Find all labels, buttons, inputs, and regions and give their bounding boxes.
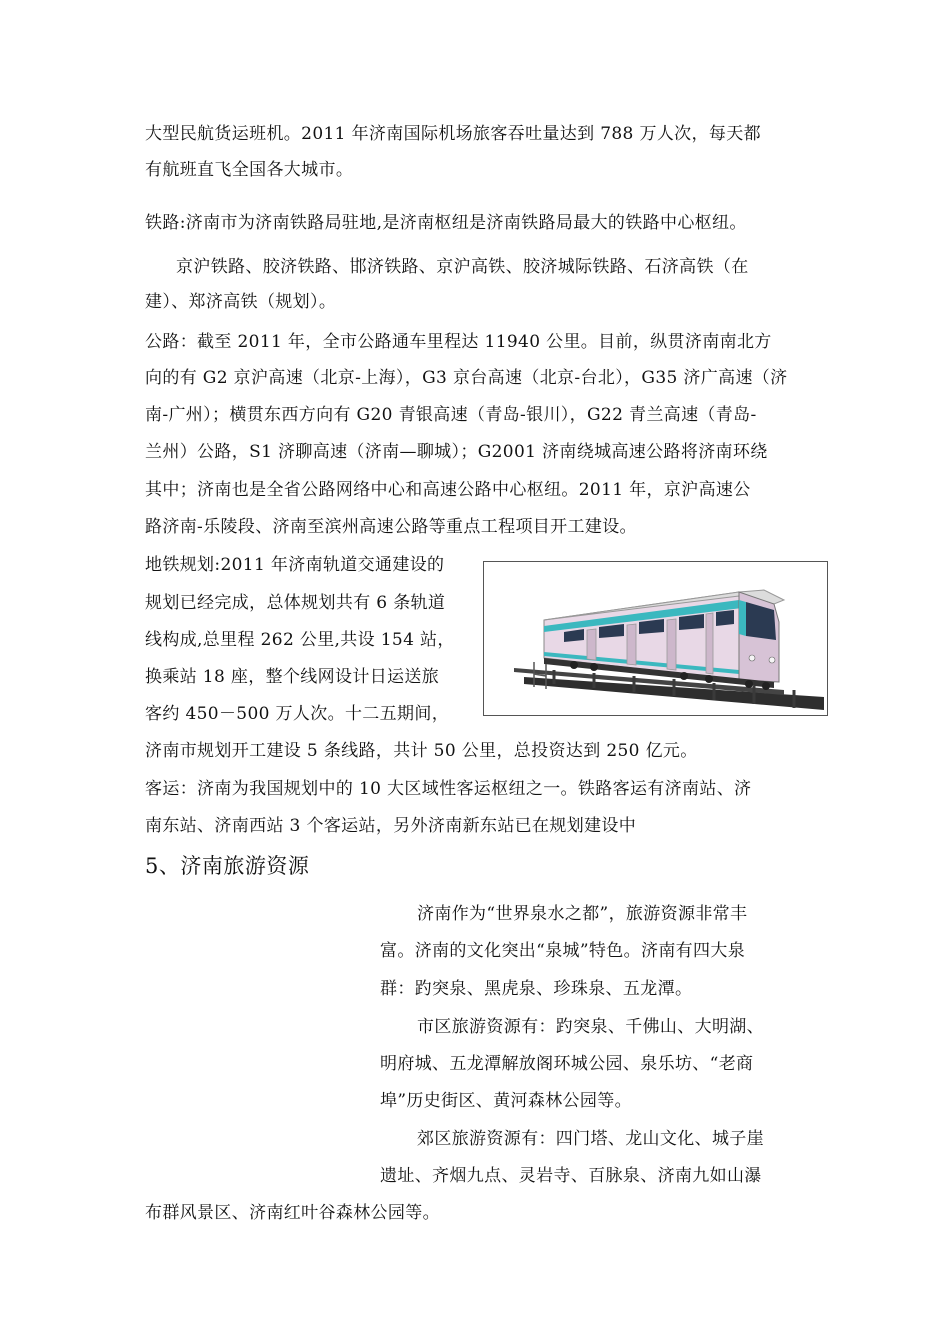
tourism-line-3: 群：趵突泉、黑虎泉、珍珠泉、五龙潭。 (380, 979, 693, 999)
railway-line-2: 建）、郑济高铁（规划）。 (145, 292, 337, 312)
tourism-line-7: 郊区旅游资源有：四门塔、龙山文化、城子崖 (417, 1129, 764, 1149)
metro-line-5: 客约 450－500 万人次。十二五期间， (145, 704, 450, 724)
highway-line-6: 路济南-乐陵段、济南至滨州高速公路等重点工程项目开工建设。 (145, 517, 637, 537)
section-heading: 5、济南旅游资源 (145, 854, 310, 878)
passenger-line-2: 南东站、济南西站 3 个客运站，另外济南新东站已在规划建设中 (145, 816, 637, 836)
metro-line-4: 换乘站 18 座，整个线网设计日运送旅 (145, 667, 440, 687)
metro-line-1: 地铁规划:2011 年济南轨道交通建设的 (145, 555, 445, 575)
metro-line-6: 济南市规划开工建设 5 条线路，共计 50 公里，总投资达到 250 亿元。 (145, 741, 698, 761)
tourism-line-8: 遗址、齐烟九点、灵岩寺、百脉泉、济南九如山瀑 (380, 1166, 762, 1186)
railway-intro: 铁路:济南市为济南铁路局驻地,是济南枢纽是济南铁路局最大的铁路中心枢纽。 (145, 213, 747, 233)
tourism-line-9: 布群风景区、济南红叶谷森林公园等。 (145, 1203, 440, 1223)
aviation-line-2: 有航班直飞全国各大城市。 (145, 160, 354, 180)
highway-line-2: 向的有 G2 京沪高速（北京-上海），G3 京台高速（北京-台北），G35 济广高速（济 (145, 368, 788, 388)
tourism-line-4: 市区旅游资源有：趵突泉、千佛山、大明湖、 (417, 1017, 764, 1037)
highway-line-4: 兰州）公路，S1 济聊高速（济南—聊城）；G2001 济南绕城高速公路将济南环绕 (145, 442, 768, 462)
highway-line-3: 南-广州）；横贯东西方向有 G20 青银高速（青岛-银川），G22 青兰高速（青岛- (145, 405, 757, 425)
highway-line-1: 公路：截至 2011 年，全市公路通车里程达 11940 公里。目前，纵贯济南南北方 (145, 332, 772, 352)
passenger-line-1: 客运：济南为我国规划中的 10 大区域性客运枢纽之一。铁路客运有济南站、济 (145, 779, 752, 799)
railway-line-1: 京沪铁路、胶济铁路、邯济铁路、京沪高铁、胶济城际铁路、石济高铁（在 (176, 257, 749, 277)
tourism-line-1: 济南作为“世界泉水之都”，旅游资源非常丰 (417, 904, 748, 924)
metro-line-2: 规划已经完成，总体规划共有 6 条轨道 (145, 593, 446, 613)
tourism-line-5: 明府城、五龙潭解放阁环城公园、泉乐坊、“老商 (380, 1054, 754, 1074)
aviation-line-1: 大型民航货运班机。2011 年济南国际机场旅客吞吐量达到 788 万人次，每天都 (145, 124, 761, 144)
tourism-line-6: 埠”历史街区、黄河森林公园等。 (380, 1091, 632, 1111)
tourism-line-2: 富。济南的文化突出“泉城”特色。济南有四大泉 (380, 941, 746, 961)
metro-line-3: 线构成,总里程 262 公里,共设 154 站， (145, 630, 455, 650)
metro-train-image (483, 561, 828, 716)
highway-line-5: 其中；济南也是全省公路网络中心和高速公路中心枢纽。2011 年，京沪高速公 (145, 480, 751, 500)
